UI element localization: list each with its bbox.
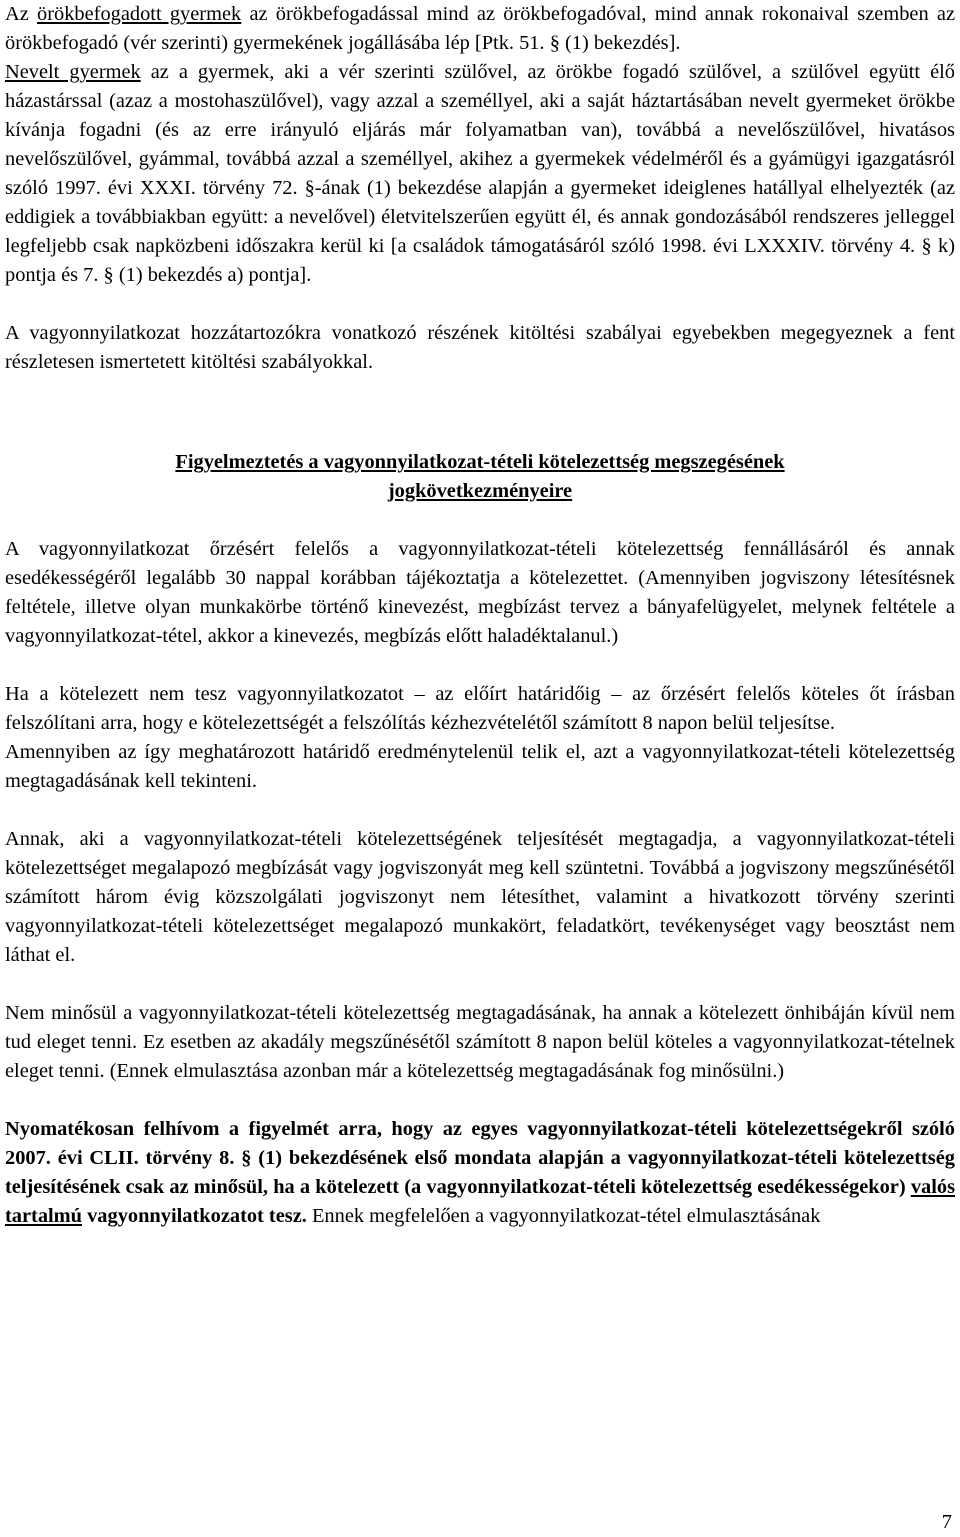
paragraph-custodian-notice: A vagyonnyilatkozat őrzésért felelős a vagyonnyilatkozat-tételi kötelezettség fennállásáról és annak esedékességéről legalább 30 nappal korábban tájékoztatja a kötelezettet. (Amennyiben jogviszony létesítésnek feltétele, illetve olyan munkakörbe történő kinevezést, megbízást tervez a bányafelügyelet, melynek feltétele a vagyonnyilatkozat-tétel, akkor a kinevezés, megbízás előtt haladéktalanul.) — [5, 538, 955, 647]
paragraph-text: Az — [5, 3, 38, 25]
emphasis-text: vagyonnyilatkozatot tesz. — [82, 1205, 307, 1227]
foster-child-link[interactable]: Nevelt gyermek — [5, 61, 141, 83]
emphasis-underlined-text: valós tartalmú — [5, 1176, 955, 1227]
page-number: 7 — [941, 1511, 952, 1533]
paragraph-text: az örökbefogadással mind az örökbefogadóval, mind annak rokonaival szemben az örökbefogadó (vér szerinti) gyermekének jogállásába lép [Ptk. 51. § (1) bekezdés]. — [5, 3, 955, 54]
paragraph-not-refusal: Nem minősül a vagyonnyilatkozat-tételi kötelezettség megtagadásának, ha annak a kötelezett önhibáján kívül nem tud eleget tenni. Ez esetben az akadály megszűnésétől számított 8 napon belül köteles a vagyonnyilatkozat-tételnek eleget tenni. (Ennek elmulasztása azonban már a kötelezettség megtagadásának fog minősülni.) — [5, 1002, 955, 1082]
document-page — [5, 0, 955, 1231]
paragraph-deadline-expiry: Amennyiben az így meghatározott határidő eredménytelenül telik el, azt a vagyonnyilatkozat-tételi kötelezettség megtagadásának kell tekinteni. — [5, 741, 955, 792]
paragraph-foster-child — [5, 58, 955, 290]
paragraph-adopted-child — [5, 0, 955, 58]
emphasis-text: Nyomatékosan felhívom a figyelmét arra, hogy az egyes vagyonnyilatkozat-tételi kötelezettségekről szóló 2007. évi CLII. törvény 8. § (1) bekezdésének első mondata alapján a vagyonnyilatkozat-tételi kötelezettség teljesítésének csak az minősül, ha a kötelezett (a vagyonnyilatkozat-tételi kötelezettség esedékességekor) — [5, 1118, 955, 1198]
paragraph-emphasis — [5, 1115, 955, 1231]
paragraph-relatives-rules: A vagyonnyilatkozat hozzátartozókra vonatkozó részének kitöltési szabályai egyebekben megegyeznek a fent részletesen ismertetett kitöltési szabályokkal. — [5, 322, 955, 373]
adopted-child-link[interactable]: örökbefogadott gyermek — [37, 3, 242, 25]
section-heading: Figyelmeztetés a vagyonnyilatkozat-tételi kötelezettség megszegésének jogkövetkezményeire — [175, 451, 785, 502]
paragraph-text: Ennek megfelelően a vagyonnyilatkozat-tétel elmulasztásának — [306, 1205, 821, 1227]
paragraph-written-notice: Ha a kötelezett nem tesz vagyonnyilatkozatot – az előírt határidőig – az őrzésért felelős köteles őt írásban felszólítani arra, hogy e kötelezettségét a felszólítás kézhezvételétől számított 8 napon belül teljesítse. — [5, 683, 955, 734]
paragraph-text: az a gyermek, aki a vér szerinti szülővel, az örökbe fogadó szülővel, a szülővel együtt élő házastárssal (azaz a mostohaszülővel), vagy azzal a személlyel, aki a saját háztartásában nevelt gyermeket örökbe kívánja fogadni (és az erre irányuló eljárás már folyamatban van), továbbá a nevelőszülővel, hivatásos nevelőszülővel, gyámmal, továbbá azzal a személlyel, akihez a gyermekek védelméről és a gyámügyi igazgatásról szóló 1997. évi XXXI. törvény 72. §-ának (1) bekezdése alapján a gyermeket ideiglenes hatállyal elhelyezték (az eddigiek a továbbiakban együtt: a nevelővel) életvitelszerűen együtt él, és annak gondozásából rendszeres jelleggel legfeljebb csak napközbeni időszakra kerül ki [a családok támogatásáról szóló 1998. évi LXXXIV. törvény 4. § k) pontja és 7. § (1) bekezdés a) pontja]. — [5, 61, 955, 286]
paragraph-refusal-consequences: Annak, aki a vagyonnyilatkozat-tételi kötelezettségének teljesítését megtagadja, a vagyonnyilatkozat-tételi kötelezettséget megalapozó megbízását vagy jogviszonyát meg kell szüntetni. Továbbá a jogviszony megszűnésétől számított három évig közszolgálati jogviszonyt nem létesíthet, valamint a hivatkozott törvény szerinti vagyonnyilatkozat-tételi kötelezettséget megalapozó munkakört, feladatkört, tevékenységet vagy beosztást nem láthat el. — [5, 828, 955, 966]
